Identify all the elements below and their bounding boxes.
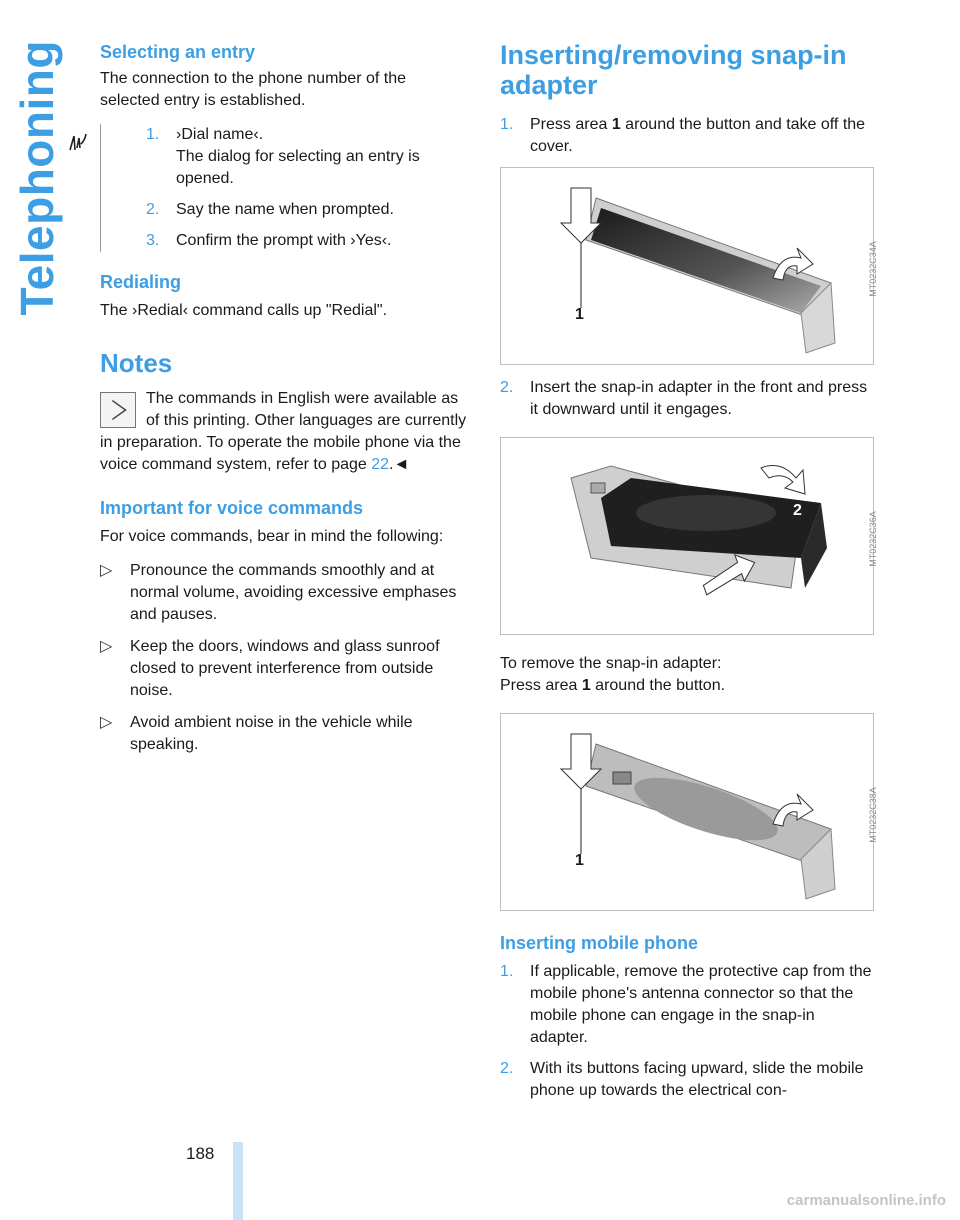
voice-command-box: [68, 124, 468, 252]
page-number: 188: [186, 1144, 215, 1163]
section-title: Telephoning: [11, 40, 63, 316]
right-column: [500, 40, 879, 1111]
voice-command-icon: [66, 130, 90, 154]
left-column: [100, 40, 468, 766]
figure-code: MT0232C34A: [868, 241, 879, 297]
important-intro: For voice commands, bear in mind the following:: [100, 528, 444, 545]
figure-remove-adapter: [500, 713, 879, 911]
selecting-steps: [100, 124, 468, 252]
heading-snap-in-adapter: Inserting/removing snap-in adapter: [500, 40, 847, 100]
figure-callout-1: 1: [575, 306, 584, 323]
list-item: ▷ Pronounce the commands smoothly and at normal volume, avoiding excessive emphases and pauses.: [100, 562, 457, 623]
page-link[interactable]: 22: [371, 456, 390, 473]
redialing-text: The ›Redial‹ command calls up "Redial".: [100, 302, 388, 319]
list-item: ▷ Keep the doors, windows and glass sunroof closed to prevent interference from outside noise.: [100, 638, 440, 699]
list-item: 2. With its buttons facing upward, slide the mobile phone up towards the electrical con-: [500, 1060, 864, 1099]
remove-adapter-line1: To remove the snap-in adapter:: [500, 655, 722, 672]
heading-important-voice: Important for voice commands: [100, 498, 364, 518]
watermark: carmanualsonline.info: [786, 1192, 946, 1209]
list-item: 2. Say the name when prompted.: [146, 201, 394, 218]
list-item: ▷ Avoid ambient noise in the vehicle while speaking.: [100, 714, 413, 753]
adapter-cover-illustration: [501, 168, 875, 366]
footer-accent-bar: [233, 1142, 243, 1220]
remove-adapter-line2: Press area 1 around the button.: [500, 677, 726, 694]
heading-selecting-entry: Selecting an entry: [100, 42, 256, 62]
selecting-intro: The connection to the phone number of the selected entry is established.: [100, 70, 406, 109]
list-item: 1. ›Dial name‹. The dialog for selecting an entry is opened.: [146, 126, 420, 187]
list-item: 1. If applicable, remove the protective cap from the mobile phone's antenna connector so that the mobile phone can engage in the snap-in adapter.: [500, 963, 872, 1046]
figure-insert-adapter: [500, 437, 879, 635]
figure-code: MT0232C38A: [868, 787, 879, 843]
figure-code: MT0232C36A: [868, 511, 879, 567]
adapter-step-2: [500, 377, 876, 421]
note-arrow-icon: [100, 392, 136, 428]
figure-remove-cover: [500, 167, 879, 365]
important-bullets: [100, 560, 468, 756]
list-item: 3. Confirm the prompt with ›Yes‹.: [146, 232, 392, 249]
adapter-remove-illustration: [501, 714, 875, 912]
phone-steps: [500, 961, 876, 1102]
figure-callout-2: 2: [793, 502, 802, 519]
list-item: 2. Insert the snap-in adapter in the front and press it downward until it engages.: [500, 379, 868, 418]
heading-inserting-phone: Inserting mobile phone: [500, 933, 699, 953]
heading-notes: Notes: [100, 348, 173, 378]
heading-redialing: Redialing: [100, 272, 182, 292]
voice-box-divider: [100, 124, 101, 252]
notes-text: The commands in English were available as of this printing. Other languages are currently in preparation. To operate the mobile phone via the voice command system, refer to page 22.◄: [100, 390, 467, 473]
list-item: 1. Press area 1 around the button and take off the cover.: [500, 116, 866, 155]
notes-block: [100, 388, 468, 476]
figure-callout-1: 1: [575, 852, 584, 869]
adapter-insert-illustration: [501, 438, 875, 636]
adapter-step-1: [500, 114, 876, 158]
